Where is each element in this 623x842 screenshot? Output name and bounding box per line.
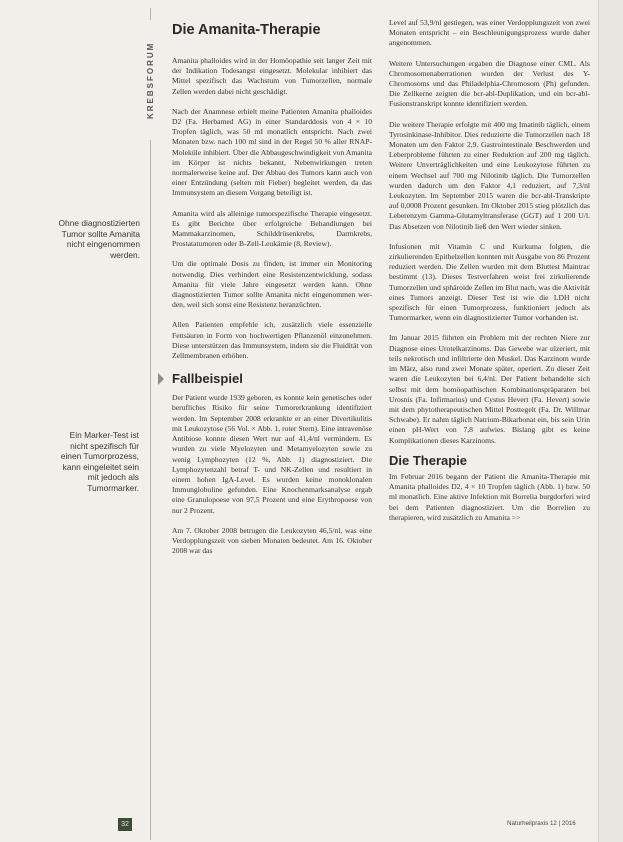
paragraph: Level auf 53,9/nl gestiegen, was einer Verdopplungszeit von zwei Monaten entspricht – ein Beschleunigungsprozess wurde daher angenommen. [389,18,590,48]
therapy-heading: Die Therapie [389,452,468,468]
triangle-marker-icon [158,373,164,385]
paragraph: Im Januar 2015 führten ein Problem mit der rechten Niere zur Diagnose eines Urotelkarzinoms. Das Gewebe war ulzeriert, mit teils nekrotisch und infiltrierte den Muskel. Das Karzinom wurde im März, also rund zwei Monate später, operiert. Zu dieser Zeit waren die Leukozyten bei 6,4/nl. Der Patient behandelte sich selbst mit dem homöopathischen Kombinationspräparaten bei Urosnis (Fa. Infirmarius) und Cystus Hevert (Fa. Hevert) sowie mit dem phytotherapeutischen Mittel Posttegelt (Fa. Dr. Willmar Schwabe). Er nahm täglich Natrium-Bikarbonat ein, bis sein Urin einen pH-Wert von 7,8 aufwies. Bislang gibt es keine Komplikationen dieses Karzinoms. [389,333,590,445]
paragraph: Nach der Anamnese erhielt meine Patienten Amanita phalloides D2 (Fa. Herbamed AG) in einer Standarddosis von 4 × 10 Tropfen täglich, was 50 mI monatlich entspricht. Nach zwei Monaten bzw. nach 100 ml sind in der Regel 50 % aller RNAP-Moleküle inhibiert. Über die Abbaugeschwindigkeit von Amanita im Körper ist nichts bekannt, Nebenwirkungen treten normalerweise keine auf. Der Abbau des Tumors kann auch von einer Entzündung (selten mit Fieber) begleitet werden, da das Immunsystem an diesem Vorgang beteiligt ist. [172,106,372,198]
margin-note-1: Ohne diagnostizierten Tumor sollte Amanita nicht eingenommen werden. [58,218,140,260]
footer-publication: Naturheilpraxis 12 | 2016 [507,820,576,827]
paragraph: Am 7. Oktober 2008 betrugen die Leukozyten 46,5/nl, was eine Verdopplungszeit von sieben Monaten bedeutet. Am 16. Oktober 2008 war das [172,525,372,556]
paragraph: Um die optimale Dosis zu finden, ist immer ein Monitoring notwendig. Dies verhindert eine Resistenzentwicklung, sodass Amanita für viele Jahre eingesetzt werden kann. Ohne diagnostizierten Tumor sollte Amanita nicht eingenommen werden, weil sich sonst eine Resistenz heranzüchten. [172,259,372,310]
article-title: Die Amanita-Therapie [172,22,321,38]
paragraph: Infusionen mit Vitamin C und Kurkuma folgten, die zirkulierenden Epithelzellen konnten mit Ausgabe von 86 Prozent reduziert werden. Die Zellen wurden mit dem Bluttest Maintrac bestimmt (13). Dieses Testverfahren weist frei zirkulierende Tumorzellen und sphäroide Zellen im Blut nach, was die Aktivität eines Tumors anzeigt. Dieser Test ist wie die LDH nicht spezifisch für einen Tumorprozess, funktioniert jedoch als Tumormarker, wenn ein diagnostizierter Tumor vorhanden ist. [389,241,590,323]
section-rubric: KREBSFORUM [146,20,158,140]
paragraph: Im Februar 2016 begann der Patient die Amanita-Therapie mit Amanita phalloides D2, 4 × 10 Tropfen täglich (Abb. 1) bzw. 50 ml monatlich. Eine aktive Infektion mit Borrelia burgdorferi wird bei dem Patienten diagnostiziert. Um die Borrelien zu therapieren, wird zusätzlich zu Amanita >> [389,471,590,522]
right-column [389,18,590,533]
paragraph: Allen Patienten empfehle ich, zusätzlich viele essenzielle Fettsäuren in Form von hochwertigen Pflanzenöl einzunehmen. Diese unterstützen das Immunsystem, indem sie die Fluidität von Zellmembranen erhöhen. [172,320,372,361]
case-heading-text: Fallbeispiel [172,371,243,387]
left-column [172,56,372,566]
paragraph: Amanita phalloides wird in der Homöopathie seit langer Zeit mit der Indikation Todesangst eingesetzt. Molekular inhibiert das Mittel spezifisch das Wachstum von Tumorzellen, normale Zellen werden dabei nicht geschädigt. [172,56,372,96]
page-number: 32 [118,818,132,831]
paragraph: Amanita wird als alleinige tumorspezifische Therapie eingesetzt. Es gibt Berichte über erfolgreiche Behandlungen bei Mammakarzinomen, Schilddrüsenkrebs, Darmkrebs, Prostatatumoren oder B-Zell-Leukämie (8, Review). [172,208,372,249]
facing-page-edge [598,0,623,842]
paragraph: Die weitere Therapie erfolgte mit 400 mg Imatinib täglich, einem Tyrosinkinase-Inhibitor. Dies reduzierte die Tumorzellen nach 18 Monaten um den Faktor 2,9. Gastrointestinale Beschwerden und Leberprobleme führten zu einer Reduktion auf 200 mg täglich. Weitere Unverträglichkeiten und eine Leukozytose führten zu einem Wechsel auf 700 mg Nilotinib täglich. Die Tumorzellen wurden dadurch um den Faktor 4,1 reduziert, auf 7,3/nl Leukozyten. Im September 2015 waren die bcr-abl-Transkripte auf 0,0008 Prozent gesunken. Im Oktober 2015 stieg plötzlich das Leberenzym Gamma-Glutamyltransferase (GGT) auf 1 200 U/l. Das Absetzen von Nilotinib ließ den Wert wieder sinken. [389,119,590,231]
paragraph: Der Patient wurde 1939 geboren, es konnte kein genetisches oder berufliches Risiko für seine Tumorerkrankung identifiziert werden. Im September 2008 erkrankte er an einer Divertikulitis mit Leukozytose (56 Vol. × Abb. 1, roter Stern). Eine intravenöse Antibiose konnte diesen Wert nur auf 41,4/nl vermindern. Es wurden zu viele Myelozyten und Metamyelozyten sowie zu wenig Lymphozyten (12 %, Abb. 1) diagnostiziert. Die Lymphozytenzahl betraf T- und NK-Zellen und resultiert in einem hohen IgA-Level. Es wurden keine monoklonalen Immunglobuline gefunden. Eine Knochenmarksanalyse ergab eine Granulopoese von 97,5 Prozent und eine Erythropoese von nur 2 Prozent. [172,393,372,515]
case-heading [158,373,372,385]
margin-note-2: Ein Marker-Test ist nicht spezifisch für einen Tumorprozess, kann eingeleitet sein mit jedoch als Tumormarker. [60,430,139,493]
paragraph: Weitere Untersuchungen ergaben die Diagnose einer CML. Als Chromosomenaberrationen wurden der Verlust des Y-Chromosoms und das Philadelphia-Chromosom (Ph) gefunden. Die Zellkerne zeigten die bcr-abl-Duplikation, und ein bcr-abl-Fusionstranskript konnte identifiziert werden. [389,58,590,109]
